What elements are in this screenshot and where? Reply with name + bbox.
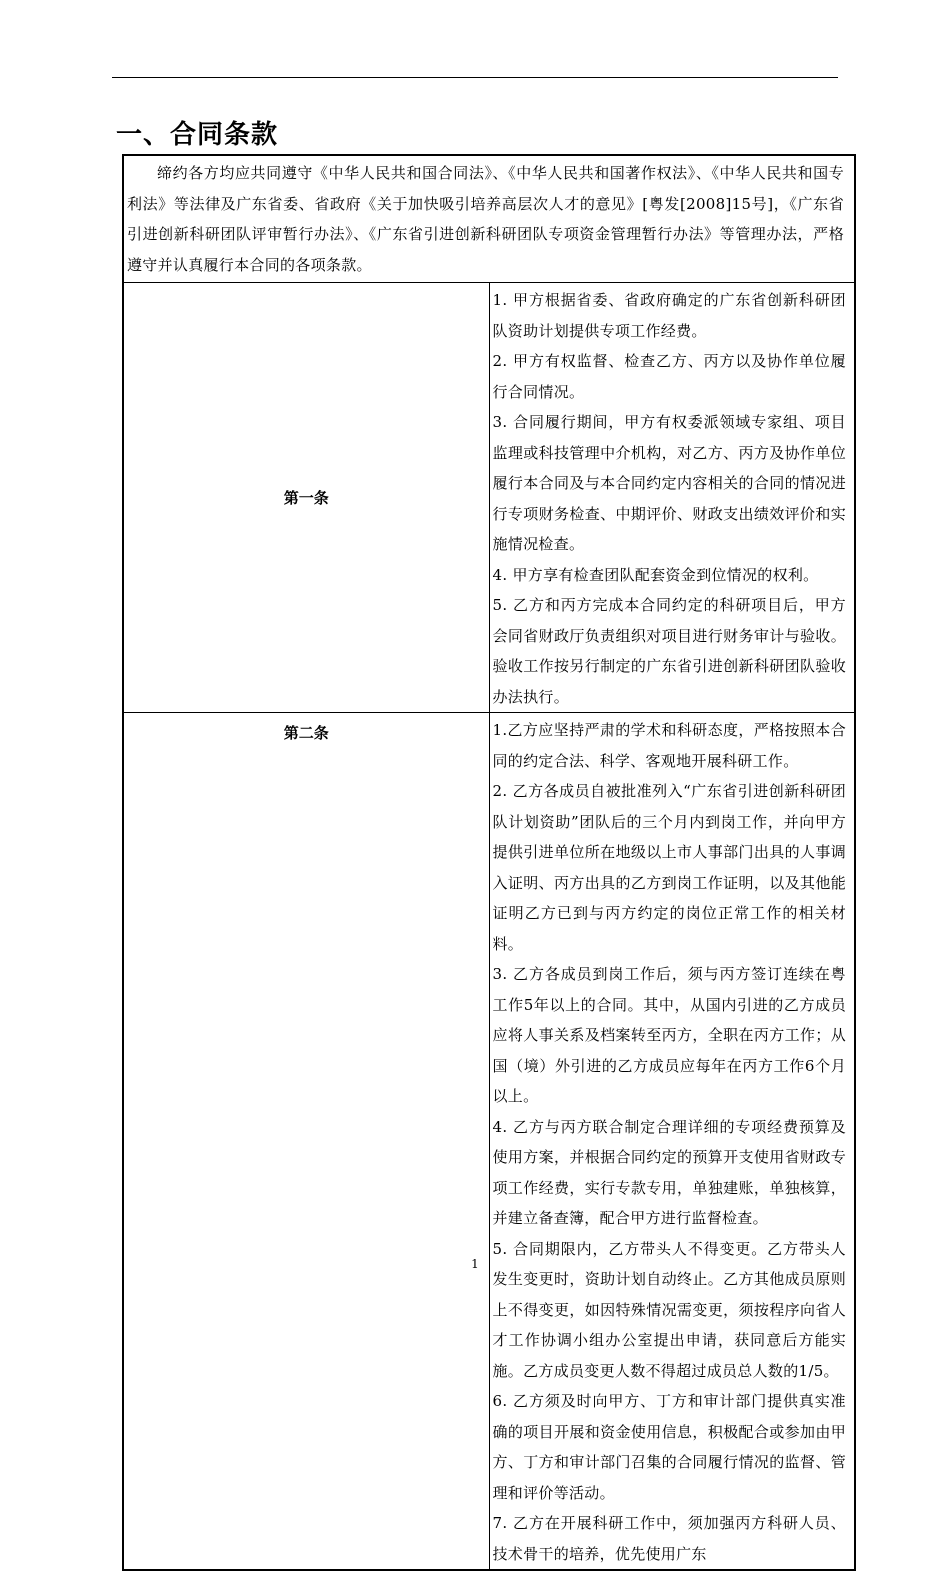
article-2-item-3: 3. 乙方各成员到岗工作后，须与丙方签订连续在粤工作5年以上的合同。其中，从国内引进的乙方成员应将人事关系及档案转至丙方，全职在丙方工作；从国（境）外引进的乙方成员应每年在丙方工作6个月以上。 (492, 965, 846, 1105)
article-label-2: 第二条 (123, 713, 489, 1571)
header-rule (112, 77, 838, 78)
article-label-1: 第一条 (123, 283, 489, 713)
article-row-1 (123, 283, 855, 713)
article-2-item-5: 5. 合同期限内，乙方带头人不得变更。乙方带头人发生变更时，资助计划自动终止。乙方其他成员原则上不得变更，如因特殊情况需变更，须按程序向省人才工作协调小组办公室提出申请，获同意后方能实施。乙方成员变更人数不得超过成员总人数的1/5。 (492, 1239, 846, 1380)
article-1-item-2: 2. 甲方有权监督、检查乙方、丙方以及协作单位履行合同情况。 (492, 352, 846, 401)
article-row-2 (123, 713, 855, 1571)
article-2-item-1: 1.乙方应坚持严肃的学术和科研态度，严格按照本合同的约定合法、科学、客观地开展科研工作。 (492, 721, 846, 770)
article-2-item-7: 7. 乙方在开展科研工作中，须加强丙方科研人员、技术骨干的培养，优先使用广东 (492, 1514, 846, 1563)
article-content-1 (489, 283, 855, 713)
section-title: 一、合同条款 (116, 120, 279, 150)
article-2-item-4: 4. 乙方与丙方联合制定合理详细的专项经费预算及使用方案，并根据合同约定的预算开支使用省财政专项工作经费，实行专款专用，单独建账，单独核算，并建立备查簿，配合甲方进行监督检查。 (492, 1117, 846, 1227)
intro-row (123, 155, 855, 283)
intro-paragraph: 缔约各方均应共同遵守《中华人民共和国合同法》、《中华人民共和国著作权法》、《中华人民共和国专利法》等法律及广东省委、省政府《关于加快吸引培养高层次人才的意见》[粤发[2008]15号]，《广东省引进创新科研团队评审暂行办法》、《广东省引进创新科研团队专项资金管理暂行办法》等管理办法，严格遵守并认真履行本合同的各项条款。 (127, 164, 844, 274)
article-1-item-3: 3. 合同履行期间，甲方有权委派领域专家组、项目监理或科技管理中介机构，对乙方、丙方及协作单位履行本合同及与本合同约定内容相关的合同的情况进行专项财务检查、中期评价、财政支出绩效评价和实施情况检查。 (492, 413, 846, 553)
article-2-item-2: 2. 乙方各成员自被批准列入“广东省引进创新科研团队计划资助”团队后的三个月内到岗工作，并向甲方提供引进单位所在地级以上市人事部门出具的人事调入证明、丙方出具的乙方到岗工作证明，以及其他能证明乙方已到与丙方约定的岗位正常工作的相关材料。 (492, 782, 846, 953)
intro-cell (123, 155, 855, 283)
page-number: 1 (471, 1257, 479, 1271)
article-1-item-1: 1. 甲方根据省委、省政府确定的广东省创新科研团队资助计划提供专项工作经费。 (492, 291, 846, 340)
article-2-item-6: 6. 乙方须及时向甲方、丁方和审计部门提供真实准确的项目开展和资金使用信息，积极配合或参加由甲方、丁方和审计部门召集的合同履行情况的监督、管理和评价等活动。 (492, 1392, 846, 1502)
contract-terms-table (122, 154, 856, 1571)
article-1-item-5: 5. 乙方和丙方完成本合同约定的科研项目后，甲方会同省财政厅负责组织对项目进行财务审计与验收。验收工作按另行制定的广东省引进创新科研团队验收办法执行。 (492, 596, 846, 706)
article-content-2 (489, 713, 855, 1571)
article-1-item-4: 4. 甲方享有检查团队配套资金到位情况的权利。 (492, 565, 819, 584)
